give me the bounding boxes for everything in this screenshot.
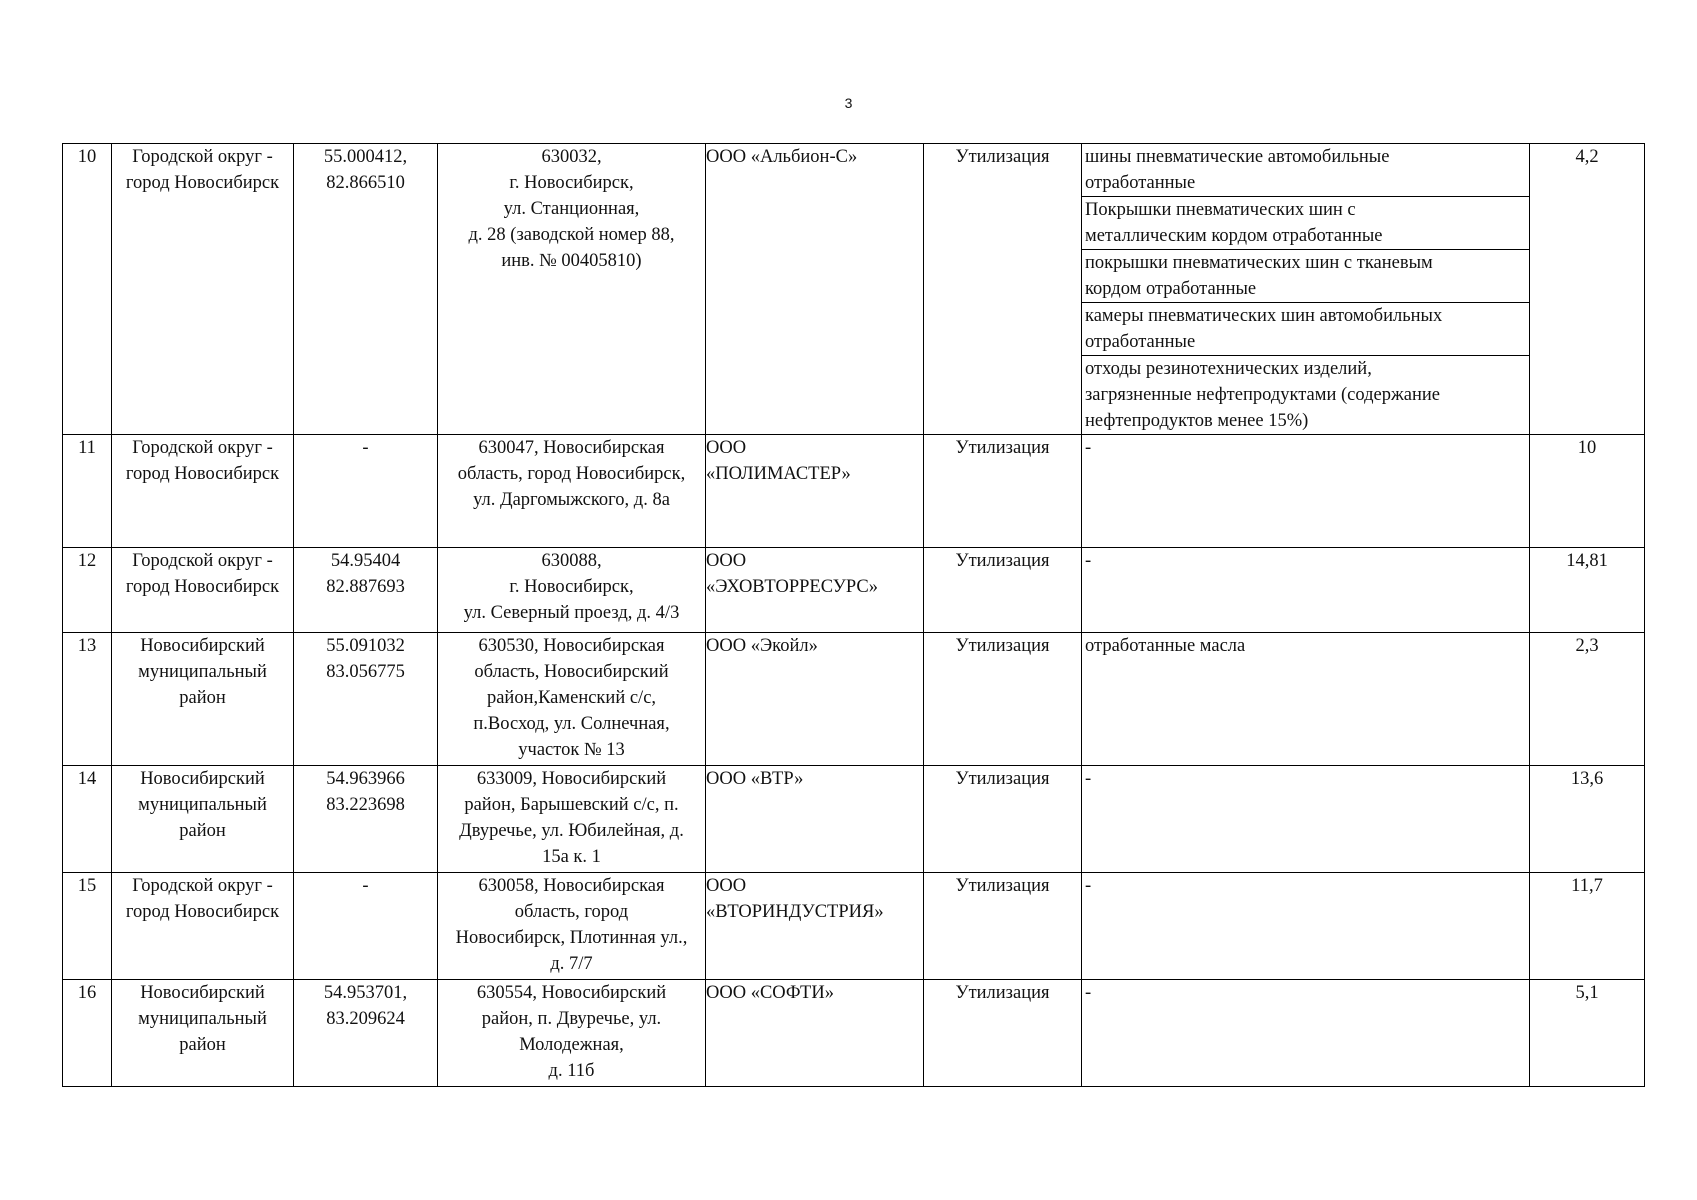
waste-type-item — [1082, 548, 1529, 574]
address-cell-line: инв. № 00405810) — [501, 251, 642, 271]
waste-type-line: - — [1085, 769, 1092, 789]
capacity-cell: 13,6 — [1530, 766, 1645, 873]
organization-cell-line: ООО «ВТР» — [706, 769, 804, 789]
territory-cell-line: район — [179, 1035, 226, 1055]
organization-cell-line: ООО «Экойл» — [706, 636, 818, 656]
waste-type-line: загрязненные нефтепродуктами (содержание — [1085, 385, 1440, 405]
organization-cell — [706, 766, 924, 873]
waste-type-line: шины пневматические автомобильные — [1085, 147, 1390, 167]
activity-cell: Утилизация — [924, 980, 1082, 1087]
waste-facilities-table — [62, 143, 1645, 1087]
coordinates-cell-line: 55.000412, — [323, 147, 408, 167]
organization-cell — [706, 548, 924, 633]
activity-cell: Утилизация — [924, 873, 1082, 980]
address-cell-line: 15а к. 1 — [542, 847, 601, 867]
address-cell — [438, 766, 706, 873]
organization-cell — [706, 633, 924, 766]
address-cell-line: область, город — [514, 902, 629, 922]
coordinates-cell — [294, 548, 438, 633]
territory-cell-line: Новосибирский — [140, 983, 265, 1003]
activity-cell: Утилизация — [924, 548, 1082, 633]
waste-types-cell — [1082, 435, 1530, 548]
address-cell-line: д. 7/7 — [550, 954, 593, 974]
address-cell-line: 630047, Новосибирская — [478, 438, 665, 458]
coordinates-cell-line: 83.223698 — [326, 795, 405, 815]
capacity-cell: 10 — [1530, 435, 1645, 548]
waste-type-line: кордом отработанные — [1085, 279, 1257, 299]
waste-type-line: отработанные масла — [1085, 636, 1246, 656]
capacity-cell: 4,2 — [1530, 144, 1645, 435]
coordinates-cell-line: 54.95404 — [330, 551, 401, 571]
organization-cell-line: ООО «СОФТИ» — [706, 983, 834, 1003]
coordinates-cell — [294, 980, 438, 1087]
address-cell-line: 630032, — [541, 147, 602, 167]
table-row — [63, 980, 1645, 1087]
capacity-cell: 11,7 — [1530, 873, 1645, 980]
waste-types-cell — [1082, 980, 1530, 1087]
territory-cell-line: город Новосибирск — [125, 464, 280, 484]
coordinates-cell-line: 54.963966 — [326, 769, 405, 789]
address-cell-line: г. Новосибирск, — [509, 173, 634, 193]
coordinates-cell-line: 82.866510 — [326, 173, 405, 193]
waste-type-line: - — [1085, 438, 1092, 458]
coordinates-cell-line: 55.091032 — [326, 636, 405, 656]
address-cell-line: область, город Новосибирск, — [457, 464, 686, 484]
address-cell — [438, 435, 706, 548]
coordinates-cell-line: - — [362, 876, 369, 896]
coordinates-cell-line: 83.056775 — [326, 662, 405, 682]
waste-type-item — [1082, 250, 1529, 303]
address-cell — [438, 144, 706, 435]
activity-cell: Утилизация — [924, 766, 1082, 873]
organization-cell — [706, 980, 924, 1087]
waste-type-item — [1082, 980, 1529, 1006]
territory-cell-line: муниципальный — [138, 662, 267, 682]
page-number: 3 — [844, 95, 853, 111]
address-cell-line: 630058, Новосибирская — [478, 876, 665, 896]
territory-cell-line: Городской округ - — [132, 876, 273, 896]
table-row — [63, 548, 1645, 633]
table-row — [63, 766, 1645, 873]
table-row — [63, 435, 1645, 548]
territory-cell-line: Новосибирский — [140, 769, 265, 789]
waste-types-cell — [1082, 873, 1530, 980]
address-cell — [438, 873, 706, 980]
territory-cell-line: Городской округ - — [132, 551, 273, 571]
address-cell-line: д. 11б — [548, 1061, 595, 1081]
organization-cell — [706, 873, 924, 980]
address-cell-line: д. 28 (заводской номер 88, — [468, 225, 675, 245]
address-cell-line: Молодежная, — [519, 1035, 624, 1055]
territory-cell-line: район — [179, 688, 226, 708]
address-cell-line: 633009, Новосибирский — [476, 769, 667, 789]
organization-cell-line: ООО — [706, 551, 747, 571]
address-cell-line: ул. Северный проезд, д. 4/3 — [463, 603, 680, 623]
table-row — [63, 873, 1645, 980]
address-cell — [438, 980, 706, 1087]
waste-type-line: - — [1085, 876, 1092, 896]
coordinates-cell-line: 83.209624 — [326, 1009, 405, 1029]
address-cell-line: Двуречье, ул. Юбилейная, д. — [459, 821, 684, 841]
waste-type-item — [1082, 435, 1529, 461]
organization-cell-line: ООО — [706, 438, 747, 458]
territory-cell — [112, 766, 294, 873]
address-cell-line: район, п. Двуречье, ул. — [481, 1009, 662, 1029]
address-cell-line: Новосибирск, Плотинная ул., — [455, 928, 688, 948]
address-cell-line: область, Новосибирский — [474, 662, 669, 682]
waste-type-item — [1082, 303, 1529, 356]
coordinates-cell — [294, 144, 438, 435]
address-cell-line: г. Новосибирск, — [509, 577, 634, 597]
capacity-cell: 5,1 — [1530, 980, 1645, 1087]
row-number: 12 — [63, 548, 112, 633]
coordinates-cell — [294, 766, 438, 873]
territory-cell-line: город Новосибирск — [125, 577, 280, 597]
territory-cell-line: Городской округ - — [132, 147, 273, 167]
address-cell-line: ул. Даргомыжского, д. 8а — [473, 490, 670, 510]
organization-cell-line: ООО «Альбион-С» — [706, 147, 858, 167]
waste-types-cell — [1082, 144, 1530, 435]
waste-types-cell — [1082, 633, 1530, 766]
address-cell-line: район,Каменский с/с, — [486, 688, 657, 708]
waste-type-item — [1082, 873, 1529, 899]
coordinates-cell — [294, 435, 438, 548]
activity-cell: Утилизация — [924, 144, 1082, 435]
row-number: 16 — [63, 980, 112, 1087]
row-number: 15 — [63, 873, 112, 980]
waste-types-cell — [1082, 548, 1530, 633]
coordinates-cell — [294, 873, 438, 980]
waste-type-line: - — [1085, 983, 1092, 1003]
territory-cell — [112, 873, 294, 980]
territory-cell-line: муниципальный — [138, 795, 267, 815]
address-cell — [438, 548, 706, 633]
address-cell-line: район, Барышевский с/с, п. — [464, 795, 679, 815]
waste-type-line: Покрышки пневматических шин с — [1085, 200, 1356, 220]
organization-cell-line: ООО — [706, 876, 747, 896]
waste-type-item — [1082, 197, 1529, 250]
address-cell-line: ул. Станционная, — [503, 199, 640, 219]
waste-type-line: металлическим кордом отработанные — [1085, 226, 1383, 246]
territory-cell — [112, 633, 294, 766]
territory-cell-line: Новосибирский — [140, 636, 265, 656]
waste-type-item — [1082, 766, 1529, 792]
territory-cell-line: Городской округ - — [132, 438, 273, 458]
waste-type-line: - — [1085, 551, 1092, 571]
address-cell-line: 630554, Новосибирский — [476, 983, 667, 1003]
address-cell — [438, 633, 706, 766]
address-cell-line: участок № 13 — [518, 740, 625, 760]
address-cell-line: 630530, Новосибирская — [478, 636, 665, 656]
organization-cell-line: «ПОЛИМАСТЕР» — [706, 464, 851, 484]
territory-cell-line: город Новосибирск — [125, 902, 280, 922]
territory-cell — [112, 980, 294, 1087]
territory-cell — [112, 435, 294, 548]
territory-cell-line: муниципальный — [138, 1009, 267, 1029]
row-number: 10 — [63, 144, 112, 435]
coordinates-cell — [294, 633, 438, 766]
organization-cell — [706, 435, 924, 548]
waste-type-item — [1082, 356, 1529, 434]
waste-type-item — [1082, 144, 1529, 197]
territory-cell — [112, 548, 294, 633]
waste-type-line: покрышки пневматических шин с тканевым — [1085, 253, 1433, 273]
address-cell-line: п.Восход, ул. Солнечная, — [473, 714, 670, 734]
waste-type-item — [1082, 633, 1529, 659]
capacity-cell: 14,81 — [1530, 548, 1645, 633]
territory-cell — [112, 144, 294, 435]
coordinates-cell-line: 54.953701, — [323, 983, 408, 1003]
table-row — [63, 144, 1645, 435]
organization-cell — [706, 144, 924, 435]
row-number: 14 — [63, 766, 112, 873]
territory-cell-line: район — [179, 821, 226, 841]
waste-type-line: отходы резинотехнических изделий, — [1085, 359, 1372, 379]
address-cell-line: 630088, — [541, 551, 602, 571]
activity-cell: Утилизация — [924, 435, 1082, 548]
organization-cell-line: «ВТОРИНДУСТРИЯ» — [706, 902, 884, 922]
organization-cell-line: «ЭХОВТОРРЕСУРС» — [706, 577, 878, 597]
waste-type-line: нефтепродуктов менее 15%) — [1085, 411, 1309, 431]
waste-type-line: камеры пневматических шин автомобильных — [1085, 306, 1443, 326]
waste-types-cell — [1082, 766, 1530, 873]
coordinates-cell-line: - — [362, 438, 369, 458]
waste-type-line: отработанные — [1085, 173, 1196, 193]
coordinates-cell-line: 82.887693 — [326, 577, 405, 597]
row-number: 11 — [63, 435, 112, 548]
row-number: 13 — [63, 633, 112, 766]
table-row — [63, 633, 1645, 766]
activity-cell: Утилизация — [924, 633, 1082, 766]
territory-cell-line: город Новосибирск — [125, 173, 280, 193]
capacity-cell: 2,3 — [1530, 633, 1645, 766]
waste-type-line: отработанные — [1085, 332, 1196, 352]
